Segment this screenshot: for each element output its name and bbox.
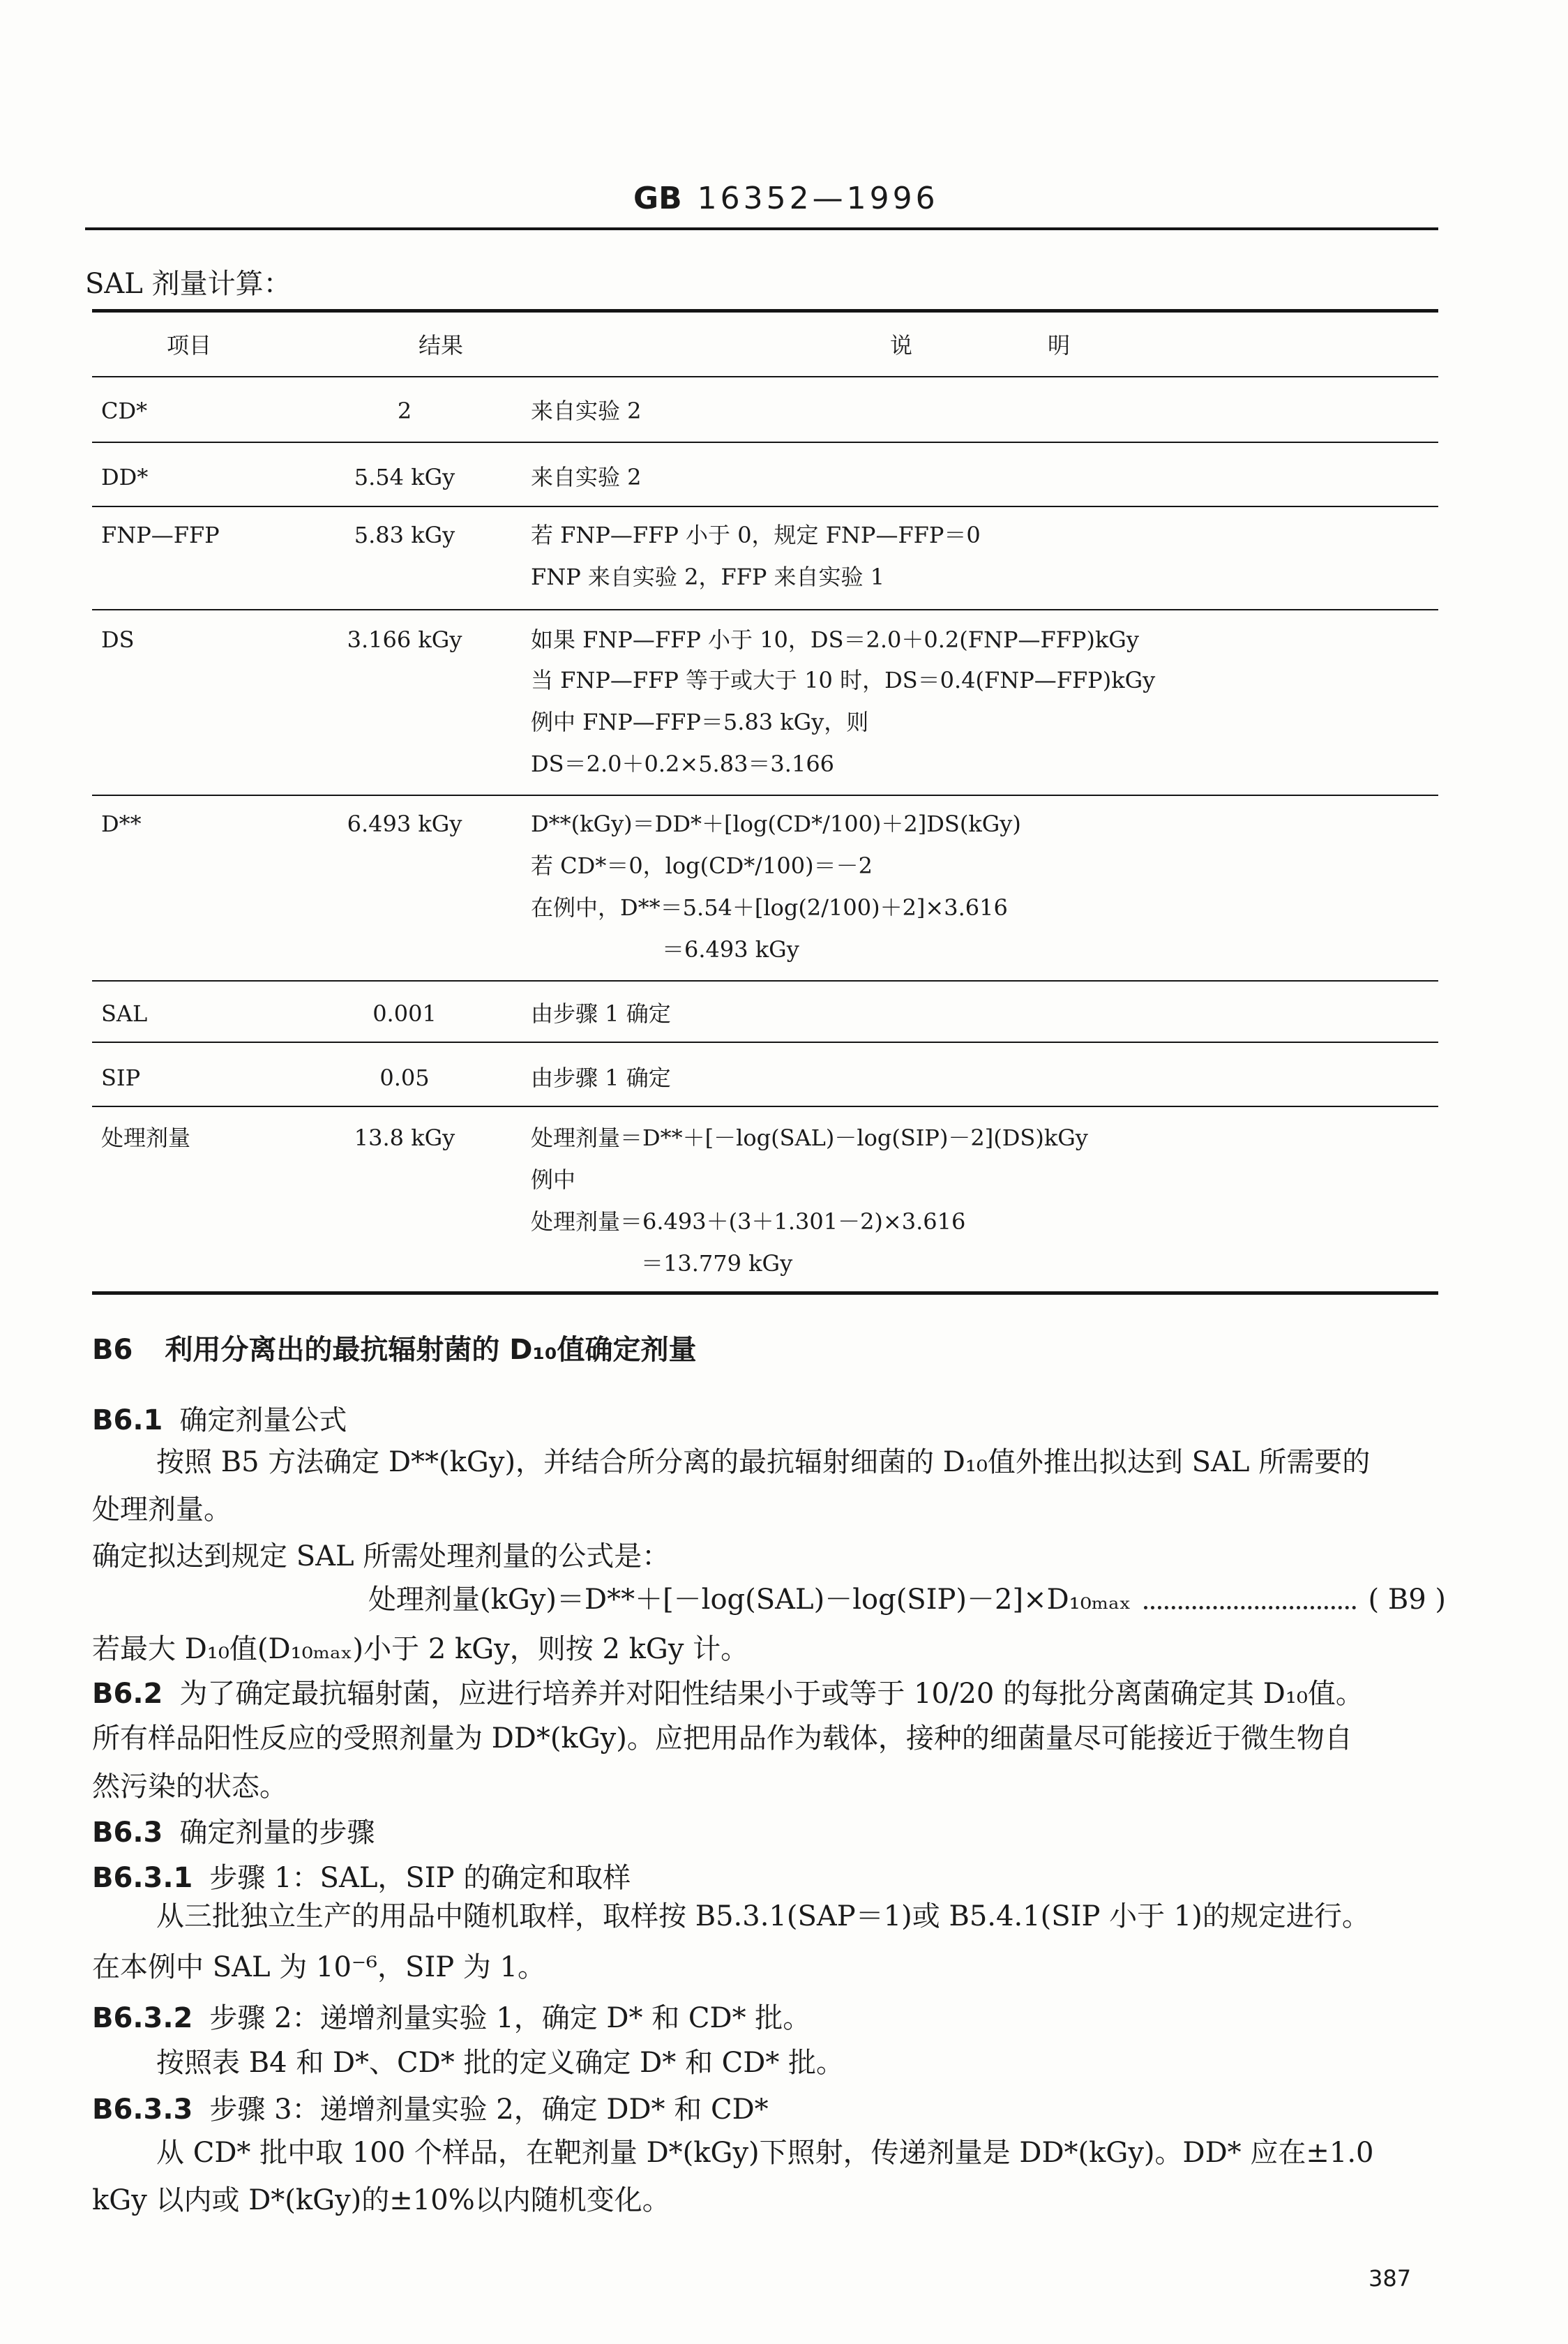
row-result: 6.493 kGy <box>347 811 462 837</box>
standard-header <box>633 179 939 218</box>
row-description: 由步骤 1 确定 <box>531 1065 671 1091</box>
row-description: 例中 <box>531 1166 576 1193</box>
step-title: 步骤 2：递增剂量实验 1，确定 D* 和 CD* 批。 <box>209 2002 811 2034</box>
clause-text: 为了确定最抗辐射菌，应进行培养并对阳性结果小于或等于 10/20 的每批分离菌确定其 D₁₀值。 <box>179 1678 1364 1710</box>
paragraph-line: 然污染的状态。 <box>92 1771 287 1803</box>
clause-line <box>92 1676 1364 1711</box>
row-divider <box>92 609 1438 610</box>
row-description: 在例中，D**＝5.54＋[log(2/100)＋2]×3.616 <box>531 894 1008 921</box>
row-description: 由步骤 1 确定 <box>531 1000 671 1027</box>
row-result: 5.54 kGy <box>354 464 455 490</box>
paragraph-line: 按照 B5 方法确定 D**(kGy)，并结合所分离的最抗辐射细菌的 D₁₀值外推出拟达到 SAL 所需要的 <box>156 1446 1371 1478</box>
row-item: CD* <box>101 398 148 424</box>
column-header-description: 说明 <box>890 332 1206 359</box>
standard-number: 16352—1996 <box>697 181 939 216</box>
subsection-number: B6.1 <box>92 1404 163 1436</box>
step-number: B6.3.3 <box>92 2094 193 2126</box>
row-item: SAL <box>101 1000 148 1027</box>
step-heading <box>92 2001 811 2036</box>
row-item: D** <box>101 811 142 837</box>
paragraph-line: 从三批独立生产的用品中随机取样，取样按 B5.3.1(SAP＝1)或 B5.4.1(SIP 小于 1)的规定进行。 <box>156 1900 1370 1932</box>
row-description: 处理剂量＝D**＋[－log(SAL)－log(SIP)－2](DS)kGy <box>531 1125 1088 1151</box>
row-result: 13.8 kGy <box>354 1125 455 1151</box>
header-rule <box>85 227 1438 230</box>
dot-leader <box>1144 1582 1356 1609</box>
column-header-result: 结果 <box>419 332 464 359</box>
standard-code: GB <box>633 181 682 216</box>
page-number: 387 <box>1369 2265 1412 2292</box>
row-result: 2 <box>397 398 412 424</box>
paragraph-line: kGy 以内或 D*(kGy)的±10%以内随机变化。 <box>92 2184 670 2216</box>
row-result: 0.001 <box>372 1000 437 1027</box>
table-top-rule <box>92 309 1438 313</box>
row-description: 例中 FNP—FFP＝5.83 kGy，则 <box>531 709 869 735</box>
section-heading-b6 <box>92 1332 697 1367</box>
subsection-heading <box>92 1403 347 1438</box>
row-divider <box>92 442 1438 443</box>
row-description: 来自实验 2 <box>531 464 642 490</box>
row-description: 如果 FNP—FFP 小于 10，DS＝2.0＋0.2(FNP—FFP)kGy <box>531 626 1139 653</box>
paragraph-line: 处理剂量。 <box>92 1494 232 1526</box>
section-number: B6 <box>92 1334 133 1366</box>
row-description: ＝6.493 kGy <box>662 936 799 963</box>
row-divider <box>92 1106 1438 1107</box>
row-divider <box>92 1042 1438 1043</box>
section-title: 利用分离出的最抗辐射菌的 D₁₀值确定剂量 <box>165 1334 697 1366</box>
subsection-title: 确定剂量的步骤 <box>179 1817 375 1849</box>
paragraph-line: 确定拟达到规定 SAL 所需处理剂量的公式是： <box>92 1540 670 1572</box>
step-number: B6.3.2 <box>92 2002 193 2034</box>
subsection-title: 确定剂量公式 <box>179 1404 347 1436</box>
clause-number: B6.2 <box>92 1678 163 1710</box>
paragraph-line: 所有样品阳性反应的受照剂量为 DD*(kGy)。应把用品作为载体，接种的细菌量尽可能接近于微生物自 <box>92 1722 1352 1755</box>
paragraph-line: 若最大 D₁₀值(D₁₀ₘₐₓ)小于 2 kGy，则按 2 kGy 计。 <box>92 1633 749 1665</box>
row-result: 0.05 <box>379 1065 430 1091</box>
paragraph-line: 在本例中 SAL 为 10⁻⁶，SIP 为 1。 <box>92 1951 546 1983</box>
row-divider <box>92 980 1438 982</box>
row-item: FNP—FFP <box>101 522 220 548</box>
row-result: 5.83 kGy <box>354 522 455 548</box>
paragraph-line: 从 CD* 批中取 100 个样品，在靶剂量 D*(kGy)下照射，传递剂量是 DD*(kGy)。DD* 应在±1.0 <box>156 2137 1374 2169</box>
column-header-item: 项目 <box>167 332 212 359</box>
step-title: 步骤 1：SAL，SIP 的确定和取样 <box>209 1862 631 1894</box>
step-title: 步骤 3：递增剂量实验 2，确定 DD* 和 CD* <box>209 2094 769 2126</box>
row-item: DS <box>101 626 135 653</box>
subsection-heading <box>92 1815 375 1850</box>
row-item: 处理剂量 <box>101 1125 191 1151</box>
step-number: B6.3.1 <box>92 1862 193 1894</box>
row-description: ＝13.779 kGy <box>641 1250 793 1277</box>
row-description: DS＝2.0＋0.2×5.83＝3.166 <box>531 751 835 777</box>
table-caption: SAL 剂量计算： <box>85 268 292 300</box>
row-description: 当 FNP—FFP 等于或大于 10 时，DS＝0.4(FNP—FFP)kGy <box>531 667 1156 693</box>
row-description: 若 CD*＝0，log(CD*/100)＝－2 <box>531 852 873 879</box>
paragraph-line: 按照表 B4 和 D*、CD* 批的定义确定 D* 和 CD* 批。 <box>156 2047 845 2079</box>
row-description: 来自实验 2 <box>531 398 642 424</box>
formula-expression: 处理剂量(kGy)＝D**＋[－log(SAL)－log(SIP)－2]×D₁₀ₘₐₓ <box>368 1584 1131 1616</box>
row-item: DD* <box>101 464 149 490</box>
row-divider <box>92 795 1438 796</box>
row-description: D**(kGy)＝DD*＋[log(CD*/100)＋2]DS(kGy) <box>531 811 1021 837</box>
row-description: FNP 来自实验 2，FFP 来自实验 1 <box>531 564 885 590</box>
row-item: SIP <box>101 1065 141 1091</box>
row-description: 若 FNP—FFP 小于 0，规定 FNP—FFP＝0 <box>531 522 981 548</box>
row-divider <box>92 506 1438 507</box>
step-heading <box>92 1861 631 1895</box>
formula-number: ( B9 ) <box>1368 1584 1446 1616</box>
formula-b9 <box>368 1582 1446 1617</box>
subsection-number: B6.3 <box>92 1817 163 1849</box>
row-description: 处理剂量＝6.493＋(3＋1.301－2)×3.616 <box>531 1208 966 1235</box>
row-result: 3.166 kGy <box>347 626 462 653</box>
table-bottom-rule <box>92 1291 1438 1295</box>
row-divider <box>92 376 1438 377</box>
step-heading <box>92 2092 769 2127</box>
